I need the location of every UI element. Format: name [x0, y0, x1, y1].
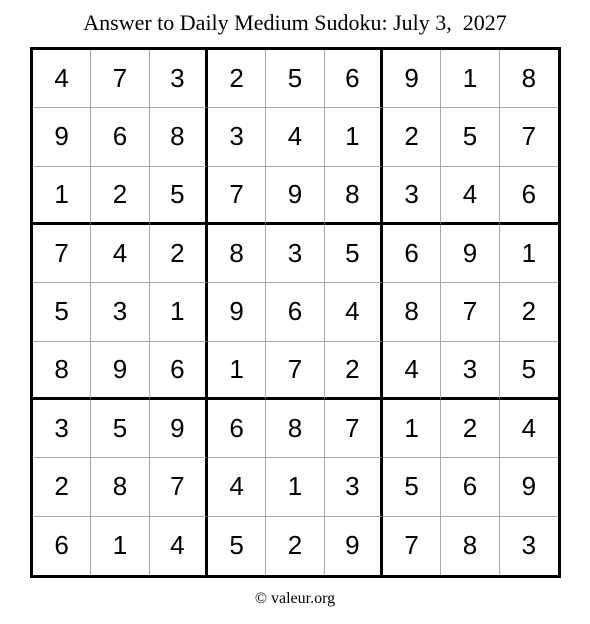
sudoku-board — [30, 47, 561, 578]
sudoku-cell-r8-c8: 6 — [441, 458, 499, 516]
sudoku-cell-r6-c9: 5 — [500, 342, 558, 400]
sudoku-cell-r7-c7: 1 — [383, 400, 441, 458]
sudoku-cell-r5-c9: 2 — [500, 283, 558, 341]
sudoku-cell-r8-c2: 8 — [91, 458, 149, 516]
sudoku-cell-r3-c6: 8 — [325, 167, 383, 225]
sudoku-cell-r6-c1: 8 — [33, 342, 91, 400]
sudoku-cell-r9-c8: 8 — [441, 517, 499, 575]
sudoku-cell-r3-c2: 2 — [91, 167, 149, 225]
sudoku-cell-r4-c8: 9 — [441, 225, 499, 283]
sudoku-cell-r3-c1: 1 — [33, 167, 91, 225]
sudoku-cell-r2-c2: 6 — [91, 108, 149, 166]
sudoku-cell-r9-c4: 5 — [208, 517, 266, 575]
sudoku-cell-r1-c6: 6 — [325, 50, 383, 108]
sudoku-cell-r4-c3: 2 — [150, 225, 208, 283]
sudoku-cell-r2-c7: 2 — [383, 108, 441, 166]
sudoku-cell-r3-c3: 5 — [150, 167, 208, 225]
sudoku-cell-r3-c5: 9 — [266, 167, 324, 225]
sudoku-cell-r5-c6: 4 — [325, 283, 383, 341]
sudoku-cell-r4-c9: 1 — [500, 225, 558, 283]
sudoku-cell-r3-c7: 3 — [383, 167, 441, 225]
sudoku-cell-r7-c6: 7 — [325, 400, 383, 458]
sudoku-cell-r4-c5: 3 — [266, 225, 324, 283]
sudoku-cell-r8-c7: 5 — [383, 458, 441, 516]
sudoku-cell-r1-c2: 7 — [91, 50, 149, 108]
sudoku-cell-r7-c9: 4 — [500, 400, 558, 458]
sudoku-cell-r2-c3: 8 — [150, 108, 208, 166]
sudoku-cell-r8-c5: 1 — [266, 458, 324, 516]
page-title: Answer to Daily Medium Sudoku: July 3, 2027 — [83, 10, 507, 35]
sudoku-cell-r1-c8: 1 — [441, 50, 499, 108]
sudoku-cell-r8-c1: 2 — [33, 458, 91, 516]
sudoku-cell-r7-c1: 3 — [33, 400, 91, 458]
sudoku-cell-r1-c9: 8 — [500, 50, 558, 108]
sudoku-cell-r5-c4: 9 — [208, 283, 266, 341]
sudoku-cell-r7-c3: 9 — [150, 400, 208, 458]
sudoku-cell-r5-c7: 8 — [383, 283, 441, 341]
sudoku-cell-r7-c4: 6 — [208, 400, 266, 458]
sudoku-cell-r7-c5: 8 — [266, 400, 324, 458]
sudoku-cell-r8-c6: 3 — [325, 458, 383, 516]
sudoku-cell-r2-c4: 3 — [208, 108, 266, 166]
sudoku-cell-r2-c5: 4 — [266, 108, 324, 166]
sudoku-cell-r8-c9: 9 — [500, 458, 558, 516]
sudoku-cell-r9-c2: 1 — [91, 517, 149, 575]
sudoku-cell-r1-c7: 9 — [383, 50, 441, 108]
sudoku-cell-r5-c5: 6 — [266, 283, 324, 341]
sudoku-cell-r2-c9: 7 — [500, 108, 558, 166]
sudoku-cell-r9-c9: 3 — [500, 517, 558, 575]
sudoku-cell-r9-c3: 4 — [150, 517, 208, 575]
sudoku-cell-r1-c5: 5 — [266, 50, 324, 108]
sudoku-cell-r8-c3: 7 — [150, 458, 208, 516]
sudoku-cell-r4-c2: 4 — [91, 225, 149, 283]
sudoku-cell-r5-c3: 1 — [150, 283, 208, 341]
sudoku-cell-r5-c1: 5 — [33, 283, 91, 341]
sudoku-cell-r1-c3: 3 — [150, 50, 208, 108]
sudoku-cell-r6-c6: 2 — [325, 342, 383, 400]
sudoku-cell-r6-c4: 1 — [208, 342, 266, 400]
sudoku-cell-r9-c6: 9 — [325, 517, 383, 575]
sudoku-cell-r3-c8: 4 — [441, 167, 499, 225]
sudoku-cell-r9-c5: 2 — [266, 517, 324, 575]
sudoku-cell-r4-c4: 8 — [208, 225, 266, 283]
sudoku-cell-r5-c2: 3 — [91, 283, 149, 341]
sudoku-cell-r9-c1: 6 — [33, 517, 91, 575]
sudoku-cell-r2-c8: 5 — [441, 108, 499, 166]
sudoku-cell-r2-c6: 1 — [325, 108, 383, 166]
sudoku-cell-r4-c7: 6 — [383, 225, 441, 283]
sudoku-cell-r6-c8: 3 — [441, 342, 499, 400]
sudoku-cell-r5-c8: 7 — [441, 283, 499, 341]
copyright-footer: © valeur.org — [254, 590, 336, 607]
sudoku-cell-r6-c5: 7 — [266, 342, 324, 400]
sudoku-cell-r1-c1: 4 — [33, 50, 91, 108]
sudoku-cell-r3-c4: 7 — [208, 167, 266, 225]
sudoku-cell-r8-c4: 4 — [208, 458, 266, 516]
sudoku-cell-r6-c2: 9 — [91, 342, 149, 400]
sudoku-cell-r4-c6: 5 — [325, 225, 383, 283]
sudoku-cell-r7-c2: 5 — [91, 400, 149, 458]
sudoku-cell-r1-c4: 2 — [208, 50, 266, 108]
sudoku-cell-r6-c7: 4 — [383, 342, 441, 400]
sudoku-cell-r4-c1: 7 — [33, 225, 91, 283]
sudoku-cell-r7-c8: 2 — [441, 400, 499, 458]
sudoku-cell-r2-c1: 9 — [33, 108, 91, 166]
sudoku-cell-r3-c9: 6 — [500, 167, 558, 225]
sudoku-cell-r6-c3: 6 — [150, 342, 208, 400]
sudoku-cell-r9-c7: 7 — [383, 517, 441, 575]
